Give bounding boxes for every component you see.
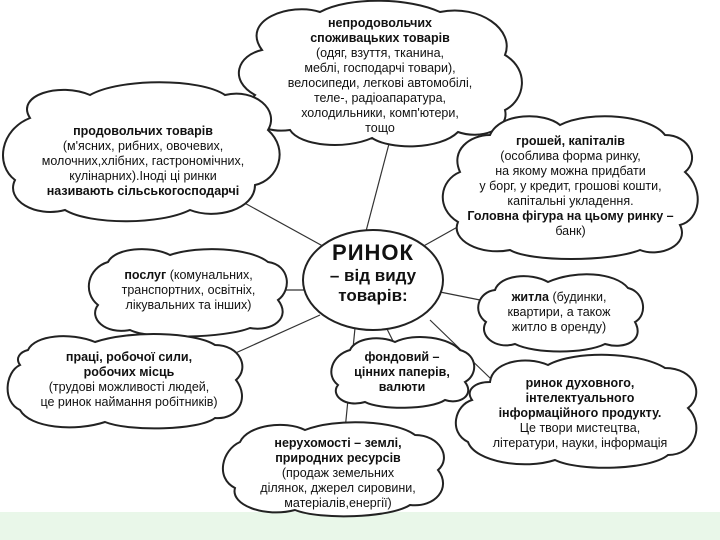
money-line-3: у борг, у кредит, грошові кошти,	[479, 179, 662, 193]
housing-first-rest: (будинки,	[548, 290, 607, 304]
labor-line-2: це ринок наймання робітників)	[40, 395, 218, 409]
node-money	[448, 134, 693, 239]
nonfood-title-1: непродовольчих	[328, 16, 432, 30]
realestate-title-1: нерухомості – землі,	[274, 436, 402, 450]
food-line-4: називають сільськогосподарчі	[46, 184, 240, 198]
nonfood-line-4: теле-, радіоапаратура,	[313, 91, 447, 105]
services-line-0	[96, 268, 281, 283]
housing-line-0	[484, 290, 634, 305]
center-title: РИНОК	[332, 240, 414, 265]
services-title: послуг	[124, 268, 167, 282]
stock-title-1: фондовий –	[364, 350, 440, 364]
nonfood-line-2: меблі, господарчі товари),	[304, 61, 456, 75]
node-services	[96, 268, 281, 313]
money-line-2: на якому можна придбати	[495, 164, 646, 178]
node-center	[310, 240, 436, 306]
node-labor	[18, 350, 240, 410]
labor-line-1: (трудові можливості людей,	[48, 380, 210, 394]
nonfood-line-3: велосипеди, легкові автомобілі,	[287, 76, 473, 90]
nonfood-line-5: холодильники, комп'ютери,	[301, 106, 459, 120]
spiritual-title-3: інформаційного продукту.	[498, 406, 662, 420]
realestate-title-2: природних ресурсів	[275, 451, 401, 465]
food-title: продовольчих товарів	[73, 124, 213, 138]
stock-title-3: валюти	[378, 380, 426, 394]
node-housing	[484, 290, 634, 335]
spiritual-title-1: ринок духовного,	[525, 376, 635, 390]
nonfood-title-2: споживацьких товарів	[310, 31, 450, 45]
housing-title: житла	[511, 290, 549, 304]
money-line-4: капітальні укладення.	[507, 194, 634, 208]
services-line-2: лікувальних та інших)	[125, 298, 252, 312]
center-line-3: товарів:	[338, 286, 408, 305]
services-first-rest: (комунальних,	[166, 268, 253, 282]
connector-nonfood	[365, 140, 390, 235]
labor-title-1: праці, робочої сили,	[65, 350, 193, 364]
money-title: грошей, капіталів	[516, 134, 625, 148]
housing-line-2: житло в оренду)	[511, 320, 607, 334]
labor-title-2: робочих місць	[83, 365, 175, 379]
center-line-2: – від виду	[329, 266, 417, 285]
nonfood-line-1: (одяг, взуття, тканина,	[315, 46, 445, 60]
money-line-5: Головна фігура на цьому ринку –	[467, 209, 674, 223]
spiritual-title-2: інтелектуального	[525, 391, 635, 405]
food-line-2: молочних,хлібних, гастрономічних,	[41, 154, 245, 168]
food-line-1: (м'ясних, рибних, овочевих,	[62, 139, 224, 153]
node-stock	[336, 350, 468, 395]
stock-title-2: цінних паперів,	[354, 365, 450, 379]
nonfood-line-6: тощо	[365, 121, 395, 135]
realestate-line-1: (продаж земельних	[281, 466, 395, 480]
money-line-1: (особлива форма ринку,	[500, 149, 641, 163]
node-nonfood	[255, 16, 505, 136]
services-line-1: транспортних, освітніх,	[121, 283, 256, 297]
node-realestate	[232, 436, 444, 511]
spiritual-line-1: Це твори мистецтва,	[519, 421, 641, 435]
realestate-line-3: матеріалів,енергії)	[284, 496, 392, 510]
money-line-6: банк)	[555, 224, 586, 238]
food-line-3: кулінарних).Іноді ці ринки	[69, 169, 217, 183]
connector-housing	[440, 292, 480, 300]
node-food	[18, 124, 268, 199]
spiritual-line-2: літератури, науки, інформація	[492, 436, 668, 450]
node-spiritual	[465, 376, 695, 451]
housing-line-1: квартири, а також	[507, 305, 611, 319]
realestate-line-2: ділянок, джерел сировини,	[260, 481, 416, 495]
